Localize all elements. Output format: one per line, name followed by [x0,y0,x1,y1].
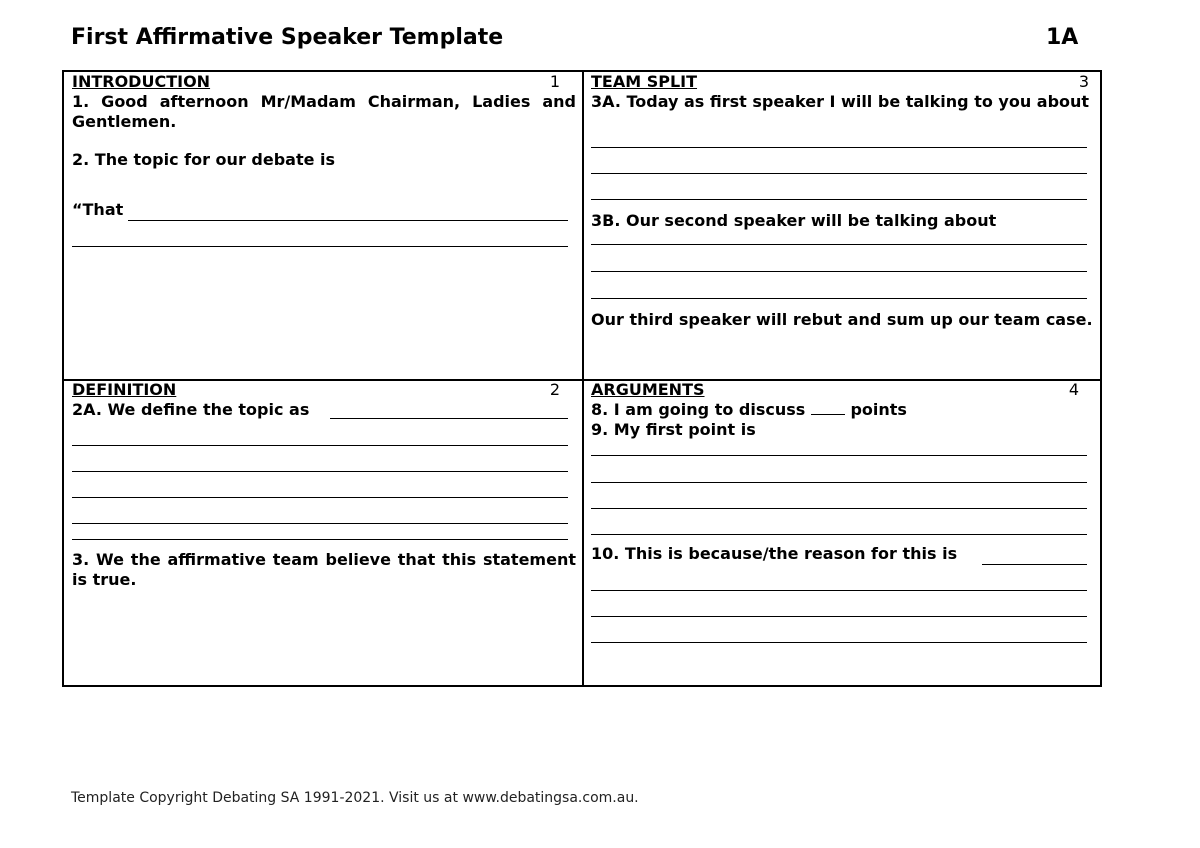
answer-line[interactable] [591,616,1087,617]
answer-line[interactable] [591,173,1087,174]
team-split-3b: 3B. Our second speaker will be talking about [591,211,997,230]
template-grid [62,70,1102,687]
introduction-that-label [72,200,576,220]
answer-line[interactable] [591,455,1087,456]
arguments-8-text: 8. I am going to discuss [591,400,806,419]
answer-line[interactable] [591,482,1087,483]
answer-line[interactable] [591,642,1087,643]
answer-line[interactable] [591,590,1087,591]
introduction-number: 1 [549,72,560,91]
definition-2a: 2A. We define the topic as [72,400,310,419]
points-count-blank[interactable] [811,400,845,415]
page-title: First Affirmative Speaker Template [71,25,504,50]
team-split-section [591,72,1095,112]
arguments-8-points: points [850,400,907,419]
answer-line[interactable] [72,523,568,524]
template-code: 1A [1046,25,1079,50]
definition-section [72,380,576,420]
topic-answer-line[interactable] [128,220,568,221]
definition-heading: DEFINITION [72,380,177,399]
answer-line[interactable] [591,147,1087,148]
team-split-heading: TEAM SPLIT [591,72,698,91]
introduction-section [72,72,576,220]
introduction-greeting: 1. Good afternoon Mr/Madam Chairman, Ladies and Gentlemen. [72,92,576,131]
arguments-9: 9. My first point is [591,420,756,439]
definition-3: 3. We the affirmative team believe that this statement is true. [72,550,576,589]
introduction-heading: INTRODUCTION [72,72,211,91]
topic-answer-line[interactable] [72,246,568,247]
that-text: “That [72,200,124,219]
answer-line[interactable] [72,471,568,472]
arguments-10 [591,544,1095,564]
answer-line[interactable] [330,418,568,419]
answer-line[interactable] [72,445,568,446]
footer-copyright: Template Copyright Debating SA 1991-2021. Visit us at www.debatingsa.com.au. [71,790,639,806]
answer-line[interactable] [591,244,1087,245]
team-split-3a: 3A. Today as first speaker I will be talking to you about [591,92,1090,111]
answer-line[interactable] [591,508,1087,509]
answer-line[interactable] [72,497,568,498]
answer-line[interactable] [982,564,1087,565]
arguments-heading: ARGUMENTS [591,380,705,399]
arguments-8 [591,400,1095,420]
answer-line[interactable] [591,199,1087,200]
arguments-10-text: 10. This is because/the reason for this is [591,544,958,563]
answer-line[interactable] [72,539,568,540]
arguments-number: 4 [1068,380,1079,399]
answer-line[interactable] [591,298,1087,299]
introduction-topic-label: 2. The topic for our debate is [72,150,336,169]
definition-number: 2 [549,380,560,399]
arguments-section [591,380,1095,440]
team-split-third: Our third speaker will rebut and sum up our team case. [591,310,1093,329]
team-split-number: 3 [1078,72,1089,91]
answer-line[interactable] [591,534,1087,535]
answer-line[interactable] [591,271,1087,272]
